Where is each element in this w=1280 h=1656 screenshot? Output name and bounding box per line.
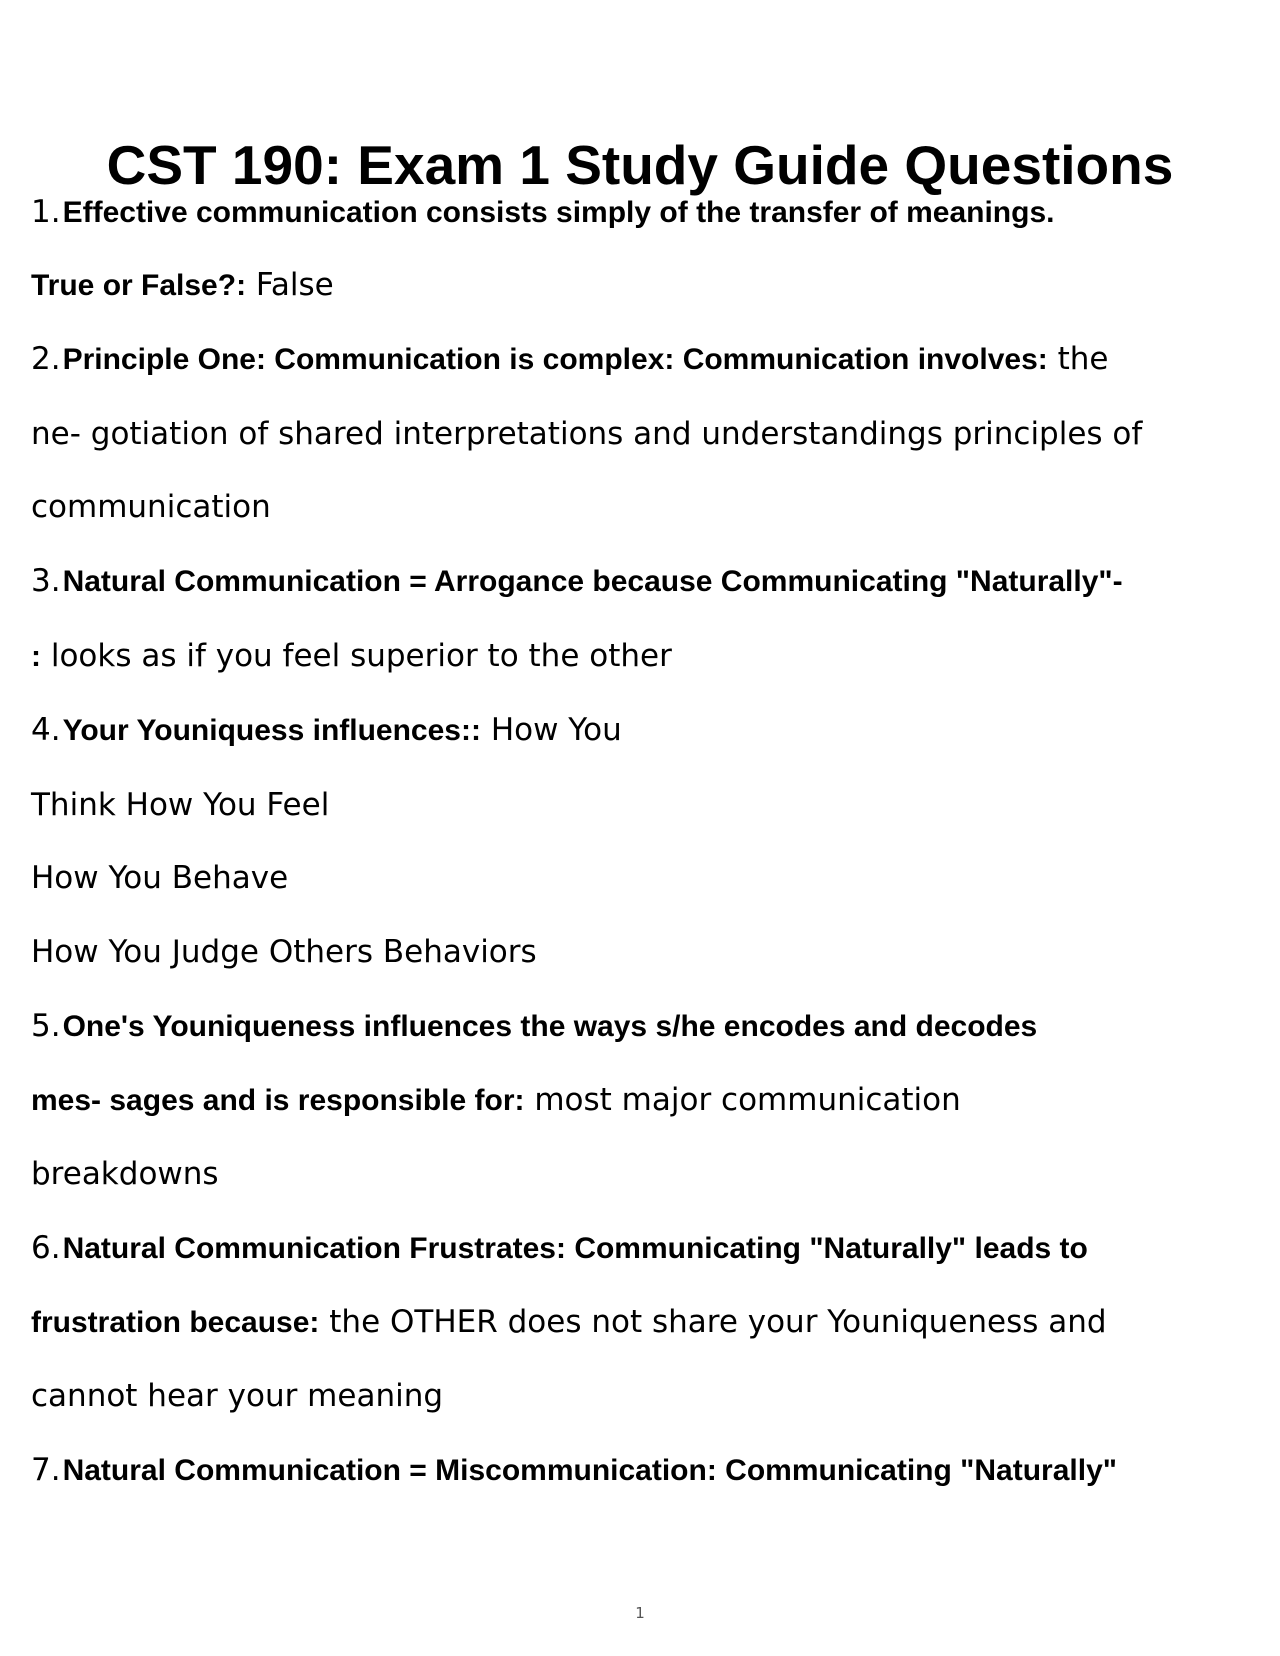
question-5-line (31, 987, 1261, 1065)
question-number: 5. (31, 1008, 61, 1044)
answer-text: How You Behave (31, 860, 289, 896)
answer-text: looks as if you feel superior to the other (41, 638, 672, 674)
question-text: frustration because: (31, 1306, 320, 1339)
answer-6-line (31, 1283, 1261, 1361)
question-text: Effective communication consists simply of the transfer of meanings. (62, 196, 1055, 229)
question-2-line (31, 320, 1261, 398)
question-6-line (31, 1209, 1261, 1287)
answer-text: breakdowns (31, 1156, 219, 1192)
answer-text: False (246, 267, 334, 303)
question-number: 4. (31, 712, 61, 748)
answer-text: cannot hear your meaning (31, 1378, 444, 1414)
answer-text: the OTHER does not share your Youniqueness and (319, 1304, 1107, 1340)
answer-text: ne- gotiation of shared interpretations and understandings principles of (31, 416, 1143, 452)
page-title: CST 190: Exam 1 Study Guide Questions (106, 134, 1174, 196)
question-text: Principle One: Communication is complex: Communication involves: (62, 343, 1048, 376)
answer-2-line (31, 395, 1261, 473)
question-number: 7. (31, 1452, 61, 1488)
answer-text: How You (480, 712, 622, 748)
answer-4-line (31, 913, 1261, 991)
question-number: 6. (31, 1230, 61, 1266)
answer-text: How You Judge Others Behaviors (31, 934, 537, 970)
question-text: : (31, 640, 41, 673)
question-4-line (31, 691, 1261, 769)
question-7-line (31, 1431, 1261, 1509)
question-number: 2. (31, 341, 61, 377)
question-text: Natural Communication Frustrates: Communicating "Naturally" leads to (62, 1232, 1088, 1265)
question-text: Your Youniquess influences:: (62, 714, 481, 747)
page-number: 1 (635, 1604, 645, 1622)
question-number: 3. (31, 563, 61, 599)
answer-6-line (31, 1357, 1261, 1435)
answer-4-line (31, 839, 1261, 917)
question-text: Natural Communication = Arrogance because Communicating "Naturally"- (62, 565, 1123, 598)
question-text: Natural Communication = Miscommunication: Communicating "Naturally" (62, 1454, 1117, 1487)
answer-3-line (31, 617, 1261, 695)
answer-text: most major communication (524, 1082, 961, 1118)
question-3-line (31, 542, 1261, 620)
question-label: True or False?: (31, 269, 247, 302)
answer-text: the (1047, 341, 1109, 377)
answer-2-line (31, 468, 1261, 546)
answer-text: communication (31, 489, 271, 525)
question-text: mes- sages and is responsible for: (31, 1084, 525, 1117)
question-number: 1. (31, 194, 61, 230)
answer-4-line (31, 766, 1261, 844)
answer-5-line (31, 1135, 1261, 1213)
answer-1-line (31, 246, 1261, 324)
answer-text: Think How You Feel (31, 787, 330, 823)
question-text: One's Youniqueness influences the ways s/he encodes and decodes (62, 1010, 1038, 1043)
answer-5-line (31, 1061, 1261, 1139)
question-1-line (31, 173, 1261, 251)
